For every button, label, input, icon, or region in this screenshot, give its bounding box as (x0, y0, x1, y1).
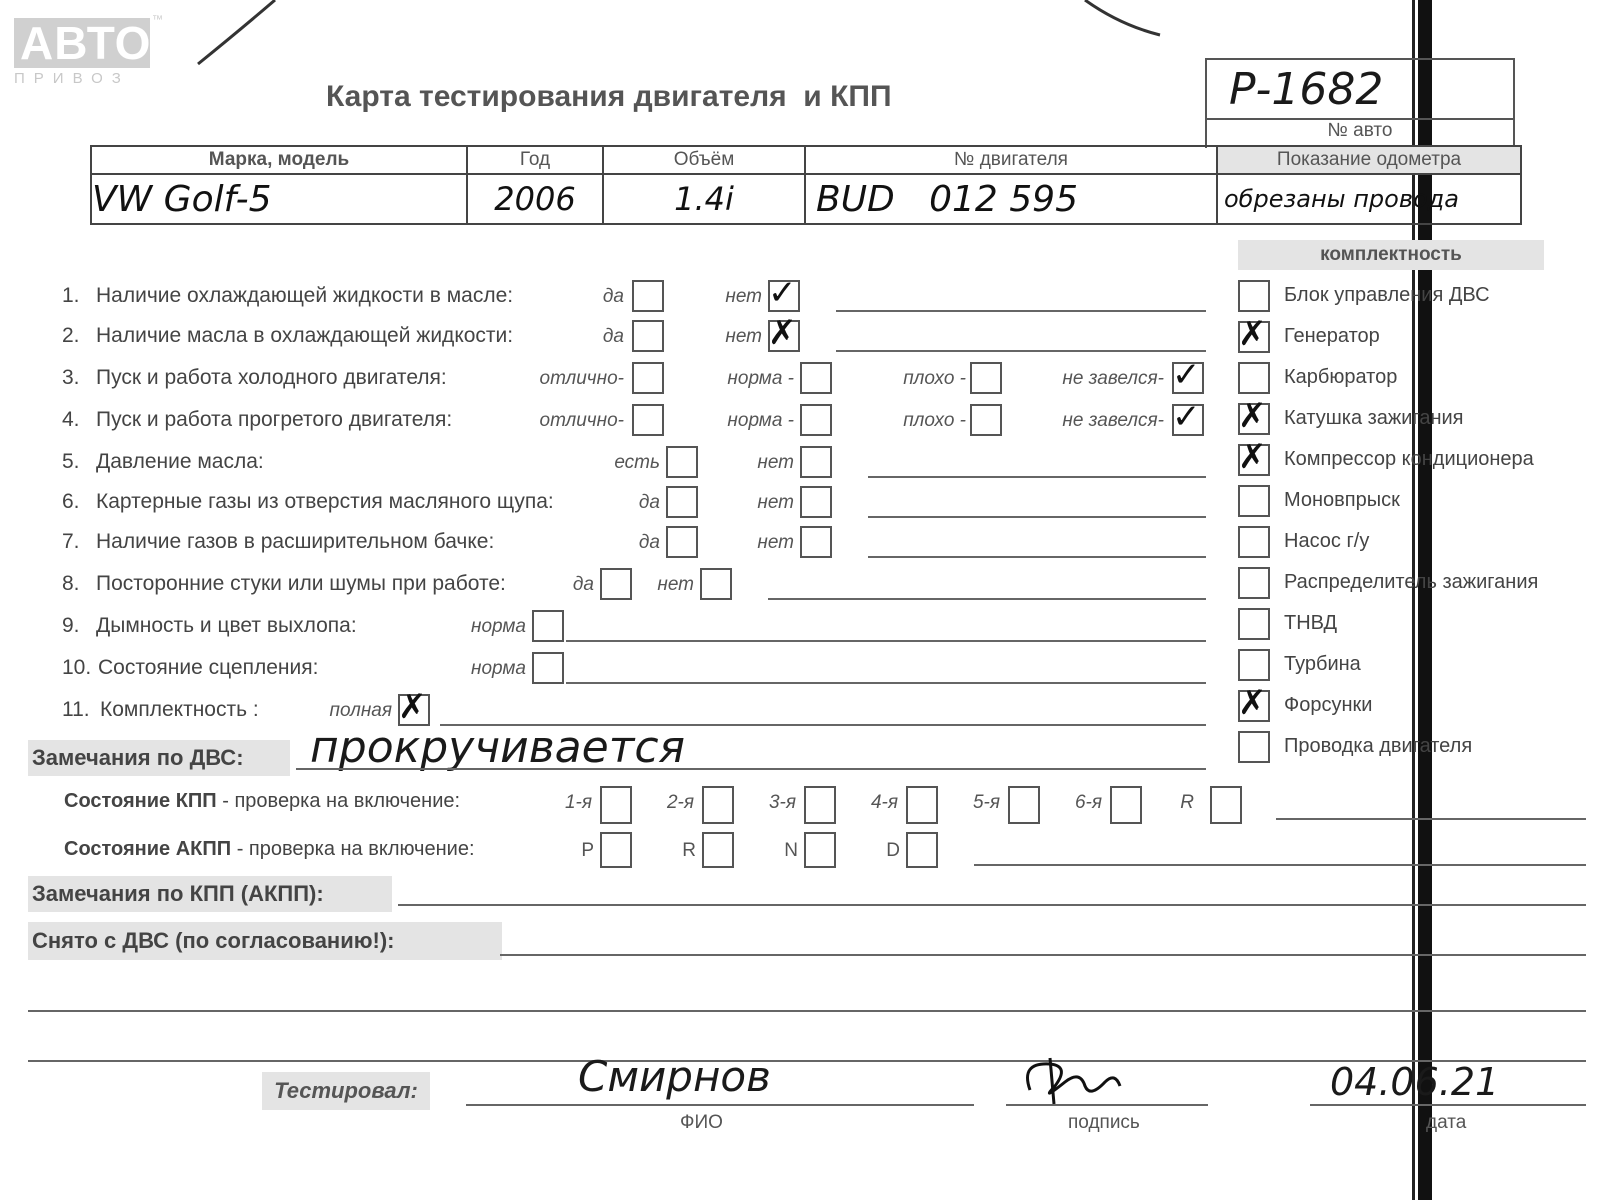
item-3-no-start-checkbox[interactable]: ✓ (1172, 362, 1204, 394)
kpp-gear-6-label: 6-я (1074, 792, 1102, 813)
item-10-note-line (566, 682, 1206, 684)
item-11-label: Комплектность : (100, 698, 259, 721)
item-10-opt-normal: норма (471, 658, 526, 679)
completeness-item (1238, 485, 1578, 526)
car-number-label: № авто (1205, 118, 1515, 148)
completeness-item (1238, 567, 1578, 608)
kpp-gear-r-label: R (1180, 792, 1194, 813)
akpp-note-line (974, 864, 1586, 866)
item-5-opt-yes: есть (614, 452, 660, 473)
item-8-number: 8. (62, 572, 80, 595)
item-4-opt-normal: норма - (727, 410, 794, 431)
akpp-label-rest: - проверка на включение: (231, 838, 475, 860)
completeness-item (1238, 362, 1578, 403)
item-9-number: 9. (62, 614, 80, 637)
kpp-gear-3-checkbox[interactable] (804, 786, 836, 824)
item-11-full-checkbox[interactable]: ✗ (398, 694, 430, 726)
item-3-opt-normal: норма - (727, 368, 794, 389)
item-8-label: Посторонние стуки или шумы при работе: (96, 572, 506, 595)
item-6-yes-checkbox[interactable] (666, 486, 698, 518)
completeness-checkbox[interactable] (1238, 649, 1270, 681)
completeness-label: Форсунки (1284, 694, 1373, 716)
item-3-excellent-checkbox[interactable] (632, 362, 664, 394)
item-10-number: 10. (62, 656, 92, 679)
akpp-r-checkbox[interactable] (702, 832, 734, 868)
kpp-gear-2-checkbox[interactable] (702, 786, 734, 824)
completeness-checkbox[interactable] (1238, 485, 1270, 517)
completeness-checkbox[interactable] (1238, 608, 1270, 640)
kpp-gear-6-checkbox[interactable] (1110, 786, 1142, 824)
item-4-no-start-checkbox[interactable]: ✓ (1172, 404, 1204, 436)
akpp-label (64, 838, 475, 861)
date-caption: дата (1426, 1112, 1467, 1133)
completeness-label: Моновпрыск (1284, 489, 1400, 511)
remarks-engine-value[interactable]: прокручивается (310, 722, 686, 773)
date-line (1310, 1104, 1586, 1106)
value-odometer: обрезаны провода (1217, 174, 1521, 224)
item-2-opt-yes: да (602, 326, 624, 347)
removed-line-1[interactable] (500, 954, 1586, 956)
completeness-label: Блок управления ДВС (1284, 284, 1490, 306)
kpp-gear-2-label: 2-я (666, 792, 694, 813)
kpp-gear-5-checkbox[interactable] (1008, 786, 1040, 824)
signature-image (1010, 1052, 1130, 1108)
akpp-r-label: R (682, 840, 696, 861)
value-volume: 1.4і (603, 174, 805, 224)
item-6-label: Картерные газы из отверстия масляного щупа: (96, 490, 554, 513)
tested-by-label: Тестировал: (262, 1072, 430, 1110)
avto-privoz-logo (14, 14, 163, 87)
date-value[interactable]: 04.06.21 (1330, 1060, 1500, 1104)
akpp-n-label: N (784, 840, 798, 861)
removed-line-2[interactable] (28, 1010, 1586, 1012)
kpp-gear-1-checkbox[interactable] (600, 786, 632, 824)
item-4-opt-bad: плохо - (903, 410, 966, 431)
completeness-label: Генератор (1284, 325, 1380, 347)
item-6-opt-yes: да (638, 492, 660, 513)
akpp-d-label: D (886, 840, 900, 861)
tester-name-value[interactable]: Смирнов (578, 1052, 771, 1101)
kpp-label-bold: Состояние КПП (64, 790, 217, 812)
item-4-opt-excellent: отлично- (539, 410, 624, 431)
logo-subtext: ПРИВОЗ (14, 70, 130, 87)
completeness-checkbox[interactable] (1238, 362, 1270, 394)
item-11-opt-full: полная (329, 700, 392, 721)
kpp-note-line (1276, 818, 1586, 820)
item-2-note-line (836, 350, 1206, 352)
item-6-note-line (868, 516, 1206, 518)
item-10-normal-checkbox[interactable] (532, 652, 564, 684)
car-number-box (1205, 58, 1515, 120)
item-2-number: 2. (62, 324, 80, 347)
completeness-label: Катушка зажигания (1284, 407, 1464, 429)
kpp-gear-4-checkbox[interactable] (906, 786, 938, 824)
item-5-number: 5. (62, 450, 80, 473)
completeness-checkbox[interactable] (1238, 280, 1270, 312)
kpp-label-rest: - проверка на включение: (216, 790, 461, 812)
item-3-normal-checkbox[interactable] (800, 362, 832, 394)
kpp-gear-1-label: 1-я (564, 792, 592, 813)
completeness-item (1238, 437, 1578, 485)
item-9-note-line (566, 640, 1206, 642)
item-8-opt-no: нет (657, 574, 694, 595)
item-9-normal-checkbox[interactable] (532, 610, 564, 642)
item-1-opt-no: нет (725, 286, 762, 307)
completeness-checkbox[interactable]: ✗ (1238, 403, 1270, 435)
completeness-label: Компрессор кондиционера (1284, 448, 1534, 470)
kpp-gear-5-label: 5-я (972, 792, 1000, 813)
item-9-label: Дымность и цвет выхлопа: (96, 614, 357, 637)
item-3-opt-no-start: не завелся- (1062, 368, 1164, 389)
item-5-note-line (868, 476, 1206, 478)
item-2-label: Наличие масла в охлаждающей жидкости: (96, 324, 514, 347)
completeness-checkbox[interactable]: ✗ (1238, 321, 1270, 353)
completeness-label: Проводка двигателя (1284, 735, 1473, 757)
item-5-no-checkbox[interactable] (800, 446, 832, 478)
item-4-opt-no-start: не завелся- (1062, 410, 1164, 431)
item-5-yes-checkbox[interactable] (666, 446, 698, 478)
remarks-kpp-label: Замечания по КПП (АКПП): (28, 876, 392, 912)
akpp-p-checkbox[interactable] (600, 832, 632, 868)
name-caption: ФИО (680, 1112, 723, 1133)
kpp-gear-3-label: 3-я (768, 792, 796, 813)
kpp-gear-r-checkbox[interactable] (1210, 786, 1242, 824)
completeness-checkbox[interactable] (1238, 567, 1270, 599)
completeness-checkbox[interactable] (1238, 731, 1270, 763)
completeness-item (1238, 280, 1578, 321)
item-4-normal-checkbox[interactable] (800, 404, 832, 436)
item-8-note-line (768, 598, 1206, 600)
completeness-item (1238, 608, 1578, 649)
completeness-label: ТНВД (1284, 612, 1338, 634)
item-1-opt-yes: да (602, 286, 624, 307)
item-7-note-line (868, 556, 1206, 558)
item-8-yes-checkbox[interactable] (600, 568, 632, 600)
header-odometer: Показание одометра (1217, 146, 1521, 174)
item-11-number: 11. (62, 698, 90, 721)
remarks-engine-label: Замечания по ДВС: (28, 740, 290, 776)
kpp-gear-4-label: 4-я (870, 792, 898, 813)
item-4-label: Пуск и работа прогретого двигателя: (96, 408, 453, 431)
item-1-label: Наличие охлаждающей жидкости в масле: (96, 284, 514, 307)
item-3-opt-bad: плохо - (903, 368, 966, 389)
completeness-item (1238, 396, 1578, 444)
akpp-p-label: P (581, 840, 594, 861)
header-volume: Объём (603, 146, 805, 174)
logo-text: АВТО (14, 18, 150, 68)
item-10-label: Состояние сцепления: (98, 656, 319, 679)
removed-label: Снято с ДВС (по согласованию!): (28, 922, 502, 960)
item-7-no-checkbox[interactable] (800, 526, 832, 558)
item-3-bad-checkbox[interactable] (970, 362, 1002, 394)
item-5-opt-no: нет (757, 452, 794, 473)
item-4-excellent-checkbox[interactable] (632, 404, 664, 436)
item-3-opt-excellent: отлично- (539, 368, 624, 389)
item-2-yes-checkbox[interactable] (632, 320, 664, 352)
header-make-model: Марка, модель (91, 146, 467, 174)
item-2-no-checkbox[interactable]: ✗ (768, 320, 800, 352)
item-5-label: Давление масла: (96, 450, 264, 473)
item-6-opt-no: нет (757, 492, 794, 513)
item-3-number: 3. (62, 366, 80, 389)
item-6-number: 6. (62, 490, 80, 513)
signature-line (1006, 1104, 1208, 1106)
item-9-opt-normal: норма (471, 616, 526, 637)
car-number-value: Р-1682 (1229, 64, 1384, 115)
item-3-label: Пуск и работа холодного двигателя: (96, 366, 447, 389)
page-title: Карта тестирования двигателя и КПП (326, 80, 892, 113)
item-7-number: 7. (62, 530, 80, 553)
item-1-yes-checkbox[interactable] (632, 280, 664, 312)
completeness-checkbox[interactable]: ✗ (1238, 444, 1270, 476)
completeness-checkbox[interactable]: ✗ (1238, 690, 1270, 722)
value-engine-number: BUD 012 595 (805, 174, 1217, 224)
akpp-d-checkbox[interactable] (906, 832, 938, 868)
signature-caption: подпись (1068, 1112, 1140, 1133)
completeness-item (1238, 314, 1578, 362)
akpp-n-checkbox[interactable] (804, 832, 836, 868)
item-8-opt-yes: да (572, 574, 594, 595)
completeness-list (1238, 280, 1578, 772)
item-8-no-checkbox[interactable] (700, 568, 732, 600)
item-7-opt-yes: да (638, 532, 660, 553)
item-7-label: Наличие газов в расширительном бачке: (96, 530, 495, 553)
header-engine-number: № двигателя (805, 146, 1217, 174)
logo-tm: ™ (152, 14, 163, 26)
item-7-yes-checkbox[interactable] (666, 526, 698, 558)
completeness-item (1238, 649, 1578, 690)
akpp-label-bold: Состояние АКПП (64, 838, 232, 860)
item-1-number: 1. (62, 284, 80, 307)
remarks-engine-line (296, 768, 1206, 770)
vehicle-info-table (90, 145, 1522, 225)
item-4-number: 4. (62, 408, 80, 431)
completeness-checkbox[interactable] (1238, 526, 1270, 558)
item-4-bad-checkbox[interactable] (970, 404, 1002, 436)
item-1-note-line (836, 310, 1206, 312)
item-1-no-checkbox[interactable]: ✓ (768, 280, 800, 312)
completeness-label: Насос г/у (1284, 530, 1370, 552)
value-year: 2006 (467, 174, 603, 224)
completeness-label: Турбина (1284, 653, 1361, 675)
kpp-label (64, 790, 460, 813)
completeness-item (1238, 731, 1578, 772)
completeness-item (1238, 683, 1578, 731)
header-year: Год (467, 146, 603, 174)
completeness-title: комплектность (1238, 240, 1544, 270)
completeness-label: Карбюратор (1284, 366, 1398, 388)
item-2-opt-no: нет (725, 326, 762, 347)
value-make-model: VW Golf-5 (91, 174, 467, 224)
item-7-opt-no: нет (757, 532, 794, 553)
remarks-kpp-line[interactable] (398, 904, 1586, 906)
completeness-label: Распределитель зажигания (1284, 571, 1539, 593)
name-line (466, 1104, 974, 1106)
item-6-no-checkbox[interactable] (800, 486, 832, 518)
completeness-item (1238, 526, 1578, 567)
